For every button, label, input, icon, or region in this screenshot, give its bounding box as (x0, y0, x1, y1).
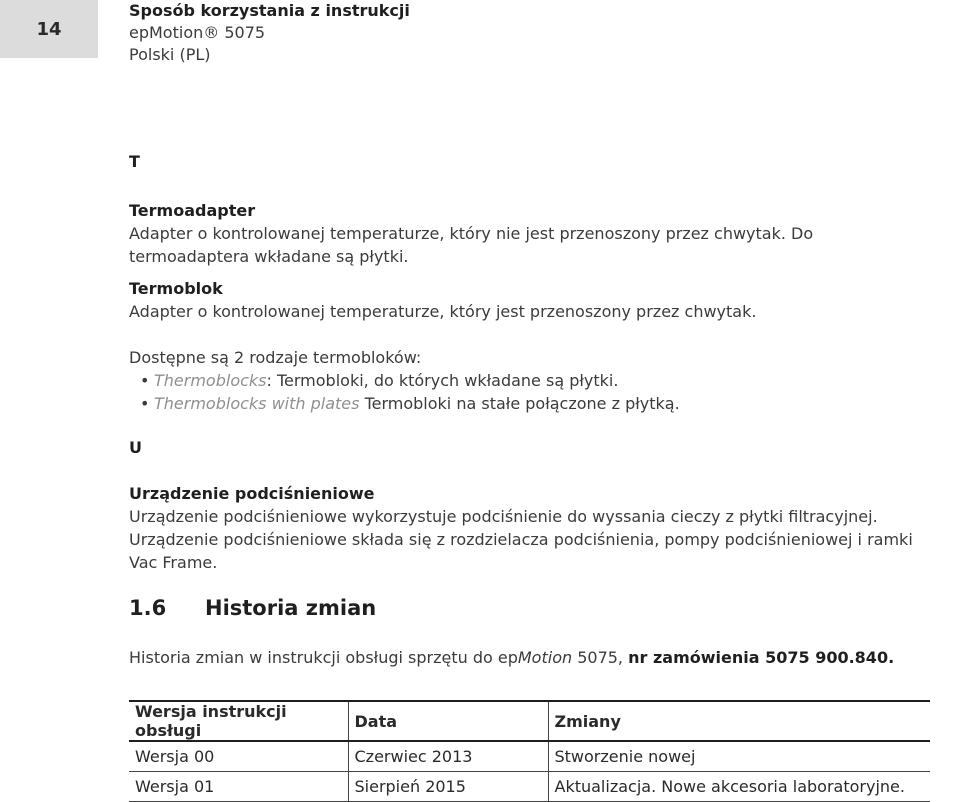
term-title: Termoadapter (129, 201, 256, 220)
glossary-entry-urzadzenie (129, 482, 919, 574)
bullet-icon: • (140, 394, 150, 413)
page-header (129, 0, 410, 66)
section-title: Historia zmian (205, 596, 377, 620)
table-cell-date: Sierpień 2015 (348, 772, 548, 802)
thermoblock-types-intro: Dostępne są 2 rodzaje termobloków: (129, 348, 422, 367)
column-header-version: Wersja instrukcji obsługi (129, 701, 348, 741)
intro-suffix: . (888, 648, 895, 667)
thermoblock-types-list (129, 369, 919, 415)
page-number: 14 (36, 18, 62, 40)
table-cell-changes: Stworzenie nowej (548, 741, 930, 772)
table-row (129, 772, 930, 802)
thermoblock-types (129, 346, 919, 415)
section-number: 1.6 (129, 596, 167, 620)
glossary-entry-termoblok (129, 277, 919, 323)
section-heading (129, 596, 376, 620)
glossary-letter-u: U (129, 438, 142, 457)
term-description: Urządzenie podciśnieniowe wykorzystuje podciśnienie do wyssania cieczy z płytki filtracyjnej. Urządzenie podciśnieniowe składa się z rozdzielacza podciśnienia, pompy podciśnieniowej i ramki Vac Frame. (129, 507, 913, 572)
column-header-date: Data (348, 701, 548, 741)
history-intro (129, 648, 894, 667)
table-cell-date: Czerwiec 2013 (348, 741, 548, 772)
glossary-letter-t: T (129, 152, 140, 171)
term-title: Urządzenie podciśnieniowe (129, 484, 375, 503)
version-history-table (129, 700, 930, 802)
english-term: Thermoblocks with plates (154, 394, 360, 413)
glossary-entry-termoadapter (129, 199, 919, 268)
document-language: Polski (PL) (129, 45, 211, 64)
term-title: Termoblok (129, 279, 223, 298)
bullet-icon: • (140, 371, 150, 390)
model-text: 5075, (572, 648, 629, 667)
table-row (129, 741, 930, 772)
table-cell-version: Wersja 00 (129, 741, 348, 772)
page-number-badge (0, 0, 98, 58)
brand-text: Motion (517, 648, 573, 667)
intro-text: Historia zmian w instrukcji obsługi sprzętu do ep (129, 648, 518, 667)
order-number: nr zamówienia 5075 900.840 (628, 648, 889, 667)
table-cell-changes: Aktualizacja. Nowe akcesoria laboratoryjne. (548, 772, 930, 802)
column-header-changes: Zmiany (548, 701, 930, 741)
list-item (129, 392, 919, 415)
list-item-text: Termobloki na stałe połączone z płytką. (359, 394, 680, 413)
list-item (129, 369, 919, 392)
term-description: Adapter o kontrolowanej temperaturze, który jest przenoszony przez chwytak. (129, 302, 757, 321)
term-description: Adapter o kontrolowanej temperaturze, który nie jest przenoszony przez chwytak. Do termoadaptera wkładane są płytki. (129, 224, 814, 266)
english-term: Thermoblocks (154, 371, 267, 390)
product-name: epMotion® 5075 (129, 23, 266, 42)
table-cell-version: Wersja 01 (129, 772, 348, 802)
table-header-row (129, 701, 930, 741)
list-item-text: : Termobloki, do których wkładane są płytki. (266, 371, 619, 390)
document-title: Sposób korzystania z instrukcji (129, 1, 410, 20)
